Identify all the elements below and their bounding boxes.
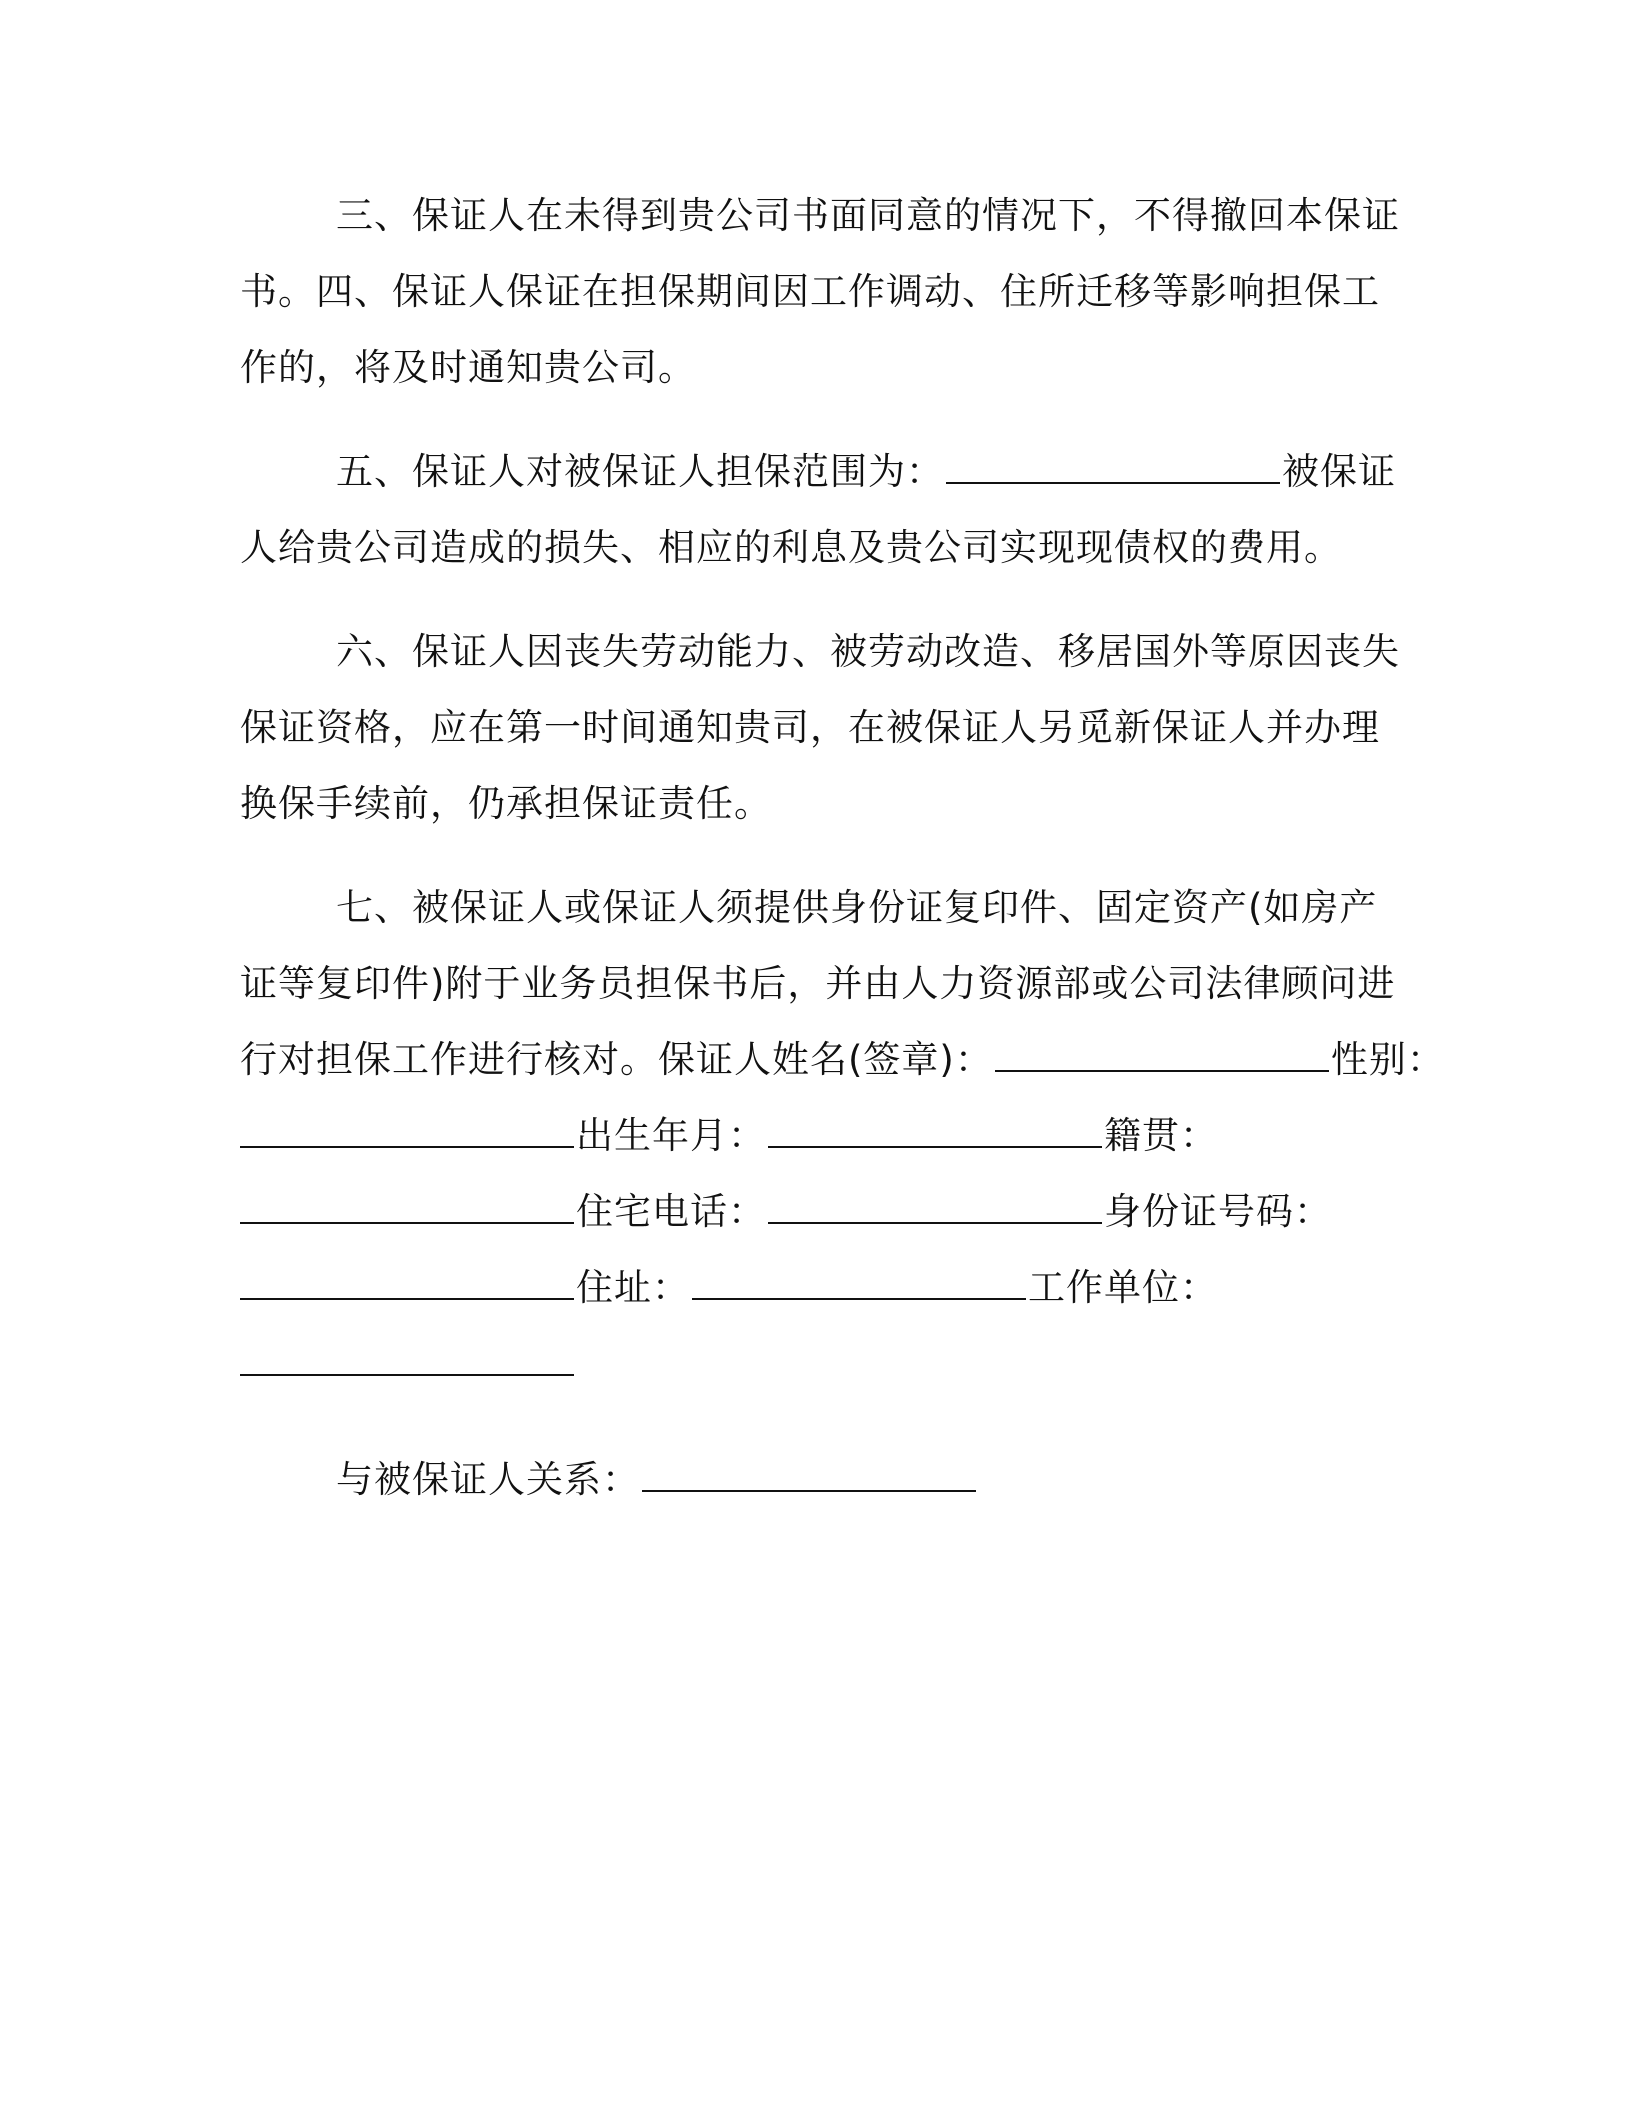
clause-7-line-1: 七、被保证人或保证人须提供身份证复印件、固定资产(如房产	[336, 886, 1378, 929]
employer-blank[interactable]	[240, 1344, 574, 1376]
id-number-label: 身份证号码：	[1104, 1190, 1332, 1233]
birth-date-label: 出生年月：	[576, 1114, 766, 1157]
clause-7-line-7	[240, 1342, 1440, 1386]
clause-5-line-2: 人给贵公司造成的损失、相应的利息及贵公司实现现债权的费用。	[240, 526, 1342, 569]
clause-6-line-3: 换保手续前，仍承担保证责任。	[240, 782, 772, 825]
clause-3-line-1: 三、保证人在未得到贵公司书面同意的情况下，不得撤回本保证	[336, 194, 1400, 237]
clause-7-line-4	[240, 1114, 1440, 1158]
relation-label: 与被保证人关系：	[336, 1458, 640, 1501]
employer-label: 工作单位：	[1028, 1266, 1218, 1309]
address-blank[interactable]	[692, 1268, 1026, 1300]
id-number-blank[interactable]	[240, 1268, 574, 1300]
relation-line	[336, 1458, 1536, 1502]
clause-3-line-2: 书。四、保证人保证在担保期间因工作调动、住所迁移等影响担保工	[240, 270, 1380, 313]
clause-5-line-1	[336, 450, 1536, 494]
clause-7-line-2: 证等复印件)附于业务员担保书后，并由人力资源部或公司法律顾问进	[240, 962, 1396, 1005]
guarantee-scope-blank[interactable]	[946, 452, 1280, 484]
gender-blank[interactable]	[240, 1116, 574, 1148]
native-place-blank[interactable]	[240, 1192, 574, 1224]
clause-3-line-3: 作的，将及时通知贵公司。	[240, 346, 696, 389]
home-phone-label: 住宅电话：	[576, 1190, 766, 1233]
clause-7-line-5	[240, 1190, 1440, 1234]
clause-5-scope-label: 五、保证人对被保证人担保范围为：	[336, 450, 944, 493]
guarantor-name-blank[interactable]	[995, 1040, 1329, 1072]
address-label: 住址：	[576, 1266, 690, 1309]
relation-blank[interactable]	[642, 1460, 976, 1492]
birth-date-blank[interactable]	[768, 1116, 1102, 1148]
clause-6-line-2: 保证资格，应在第一时间通知贵司，在被保证人另觅新保证人并办理	[240, 706, 1380, 749]
clause-7-line-3	[240, 1038, 1445, 1082]
gender-label: 性别：	[1330, 1038, 1445, 1081]
clause-7-line-6	[240, 1266, 1440, 1310]
clause-6-line-1: 六、保证人因丧失劳动能力、被劳动改造、移居国外等原因丧失	[336, 630, 1400, 673]
clause-5-tail: 被保证	[1282, 450, 1396, 493]
native-place-label: 籍贯：	[1104, 1114, 1218, 1157]
guarantor-name-label: 行对担保工作进行核对。保证人姓名(签章)：	[240, 1038, 993, 1081]
home-phone-blank[interactable]	[768, 1192, 1102, 1224]
